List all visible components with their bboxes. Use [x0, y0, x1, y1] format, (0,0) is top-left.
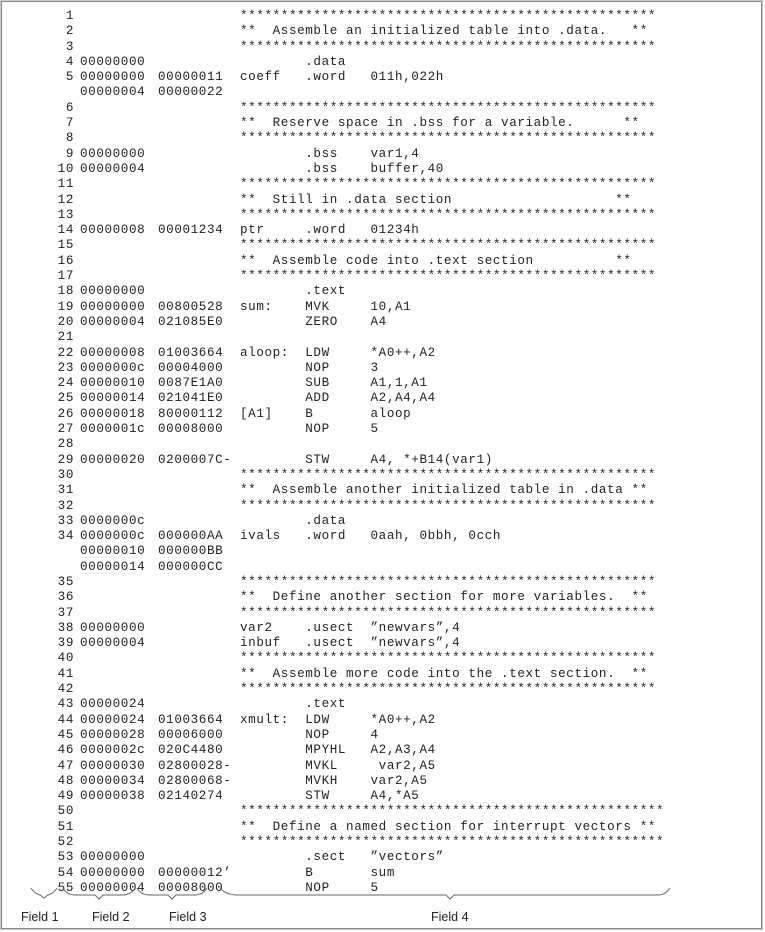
object-code-field: 020C4480	[158, 743, 224, 758]
line-number: 2	[65, 24, 74, 39]
sps-field: 00000000	[80, 70, 146, 85]
source-statement: MPYHL A2,A3,A4	[240, 743, 436, 758]
sps-field: 00000008	[80, 345, 146, 360]
line-number: 54	[57, 865, 74, 880]
source-statement: ****************************************************	[240, 804, 665, 819]
object-code-field: 00008000	[158, 422, 224, 437]
line-number: 20	[57, 314, 74, 329]
line-number: 38	[57, 620, 74, 635]
line-number: 47	[57, 758, 74, 773]
sps-field: 00000018	[80, 406, 146, 421]
line-number: 30	[57, 467, 74, 482]
line-number: 12	[57, 192, 74, 207]
source-statement: .data	[240, 54, 347, 69]
sps-field: 00000024	[80, 712, 146, 727]
source-statement: ** Define a named section for interrupt vectors **	[240, 819, 657, 834]
source-statement: ***************************************************	[240, 9, 657, 23]
source-statement: ***************************************************	[240, 651, 657, 666]
line-number: 4	[65, 54, 74, 69]
source-statement: NOP 4	[240, 727, 379, 742]
line-number: 43	[57, 697, 74, 712]
line-number: 45	[57, 727, 74, 742]
line-number: 44	[57, 712, 74, 727]
source-statement: ** Assemble more code into the .text section. **	[240, 666, 648, 681]
source-statement: ZERO A4	[240, 314, 387, 329]
source-statement: ***************************************************	[240, 207, 657, 222]
source-statement: ivals .word 0aah, 0bbh, 0cch	[240, 529, 502, 544]
sps-field: 00000014	[80, 391, 146, 406]
source-statement: ** Still in .data section **	[240, 192, 632, 207]
source-statement: .data	[240, 513, 347, 528]
sps-field: 00000020	[80, 452, 146, 467]
source-statement: .text	[240, 284, 347, 299]
line-number: 19	[57, 299, 74, 314]
line-number: 27	[57, 422, 74, 437]
source-statement: ***************************************************	[240, 682, 657, 697]
source-statement: NOP 5	[240, 880, 379, 895]
line-number: 8	[65, 131, 74, 146]
sps-field: 00000004	[80, 880, 146, 895]
line-number: 41	[57, 666, 74, 681]
object-code-field: 01003664	[158, 712, 224, 727]
source-statement: coeff .word 011h,022h	[240, 70, 444, 85]
field-braces	[0, 886, 765, 906]
source-statement: .bss var1,4	[240, 146, 420, 161]
sps-field: 0000001c	[80, 422, 146, 437]
line-number: 28	[57, 437, 74, 452]
line-number: 51	[57, 819, 74, 834]
line-number: 17	[57, 269, 74, 284]
sps-field: 00000008	[80, 223, 146, 238]
line-number: 55	[57, 880, 74, 895]
line-number: 21	[57, 330, 74, 345]
line-number: 18	[57, 284, 74, 299]
line-number: 31	[57, 483, 74, 498]
line-number: 32	[57, 498, 74, 513]
sps-field: 0000002c	[80, 743, 146, 758]
sps-field: 00000000	[80, 284, 146, 299]
sps-field: 00000000	[80, 850, 146, 865]
source-statement: ** Reserve space in .bss for a variable. **	[240, 116, 640, 131]
object-code-field: 00000012’	[158, 865, 232, 880]
sps-field: 00000010	[80, 376, 146, 391]
object-code-field: 00000022	[158, 85, 224, 100]
sps-field: 00000034	[80, 773, 146, 788]
sps-field: 00000000	[80, 865, 146, 880]
source-statement: ****************************************************	[240, 835, 665, 850]
line-number: 15	[57, 238, 74, 253]
source-statement: .sect ”vectors”	[240, 850, 444, 865]
source-statement: ** Assemble another initialized table in .data **	[240, 483, 648, 498]
object-code-field: 02800068-	[158, 773, 232, 788]
field3-brace-icon	[137, 888, 207, 899]
sps-field: 0000000c	[80, 513, 146, 528]
line-number: 49	[57, 789, 74, 804]
sps-field: 00000004	[80, 314, 146, 329]
line-number: 34	[57, 529, 74, 544]
source-statement: SUB A1,1,A1	[240, 376, 428, 391]
source-statement: NOP 3	[240, 360, 379, 375]
source-statement: STW A4, *+B14(var1)	[240, 452, 493, 467]
field1-label: Field 1	[21, 910, 59, 924]
line-number: 7	[65, 116, 74, 131]
sps-field: 00000028	[80, 727, 146, 742]
field2-brace-icon	[63, 888, 135, 899]
line-number: 1	[65, 9, 74, 23]
source-statement: ***************************************************	[240, 467, 657, 482]
line-number: 50	[57, 804, 74, 819]
source-statement: inbuf .usect ”newvars”,4	[240, 636, 461, 651]
field3-label: Field 3	[169, 910, 207, 924]
line-number: 25	[57, 391, 74, 406]
object-code-field: 000000AA	[158, 529, 224, 544]
source-statement: ** Assemble an initialized table into .data. **	[240, 24, 648, 39]
source-statement: MVKH var2,A5	[240, 773, 428, 788]
line-number: 11	[57, 177, 74, 192]
source-statement: xmult: LDW *A0++,A2	[240, 712, 436, 727]
line-number: 23	[57, 360, 74, 375]
line-number: 26	[57, 406, 74, 421]
object-code-field: 000000BB	[158, 544, 224, 559]
sps-field: 00000038	[80, 789, 146, 804]
line-number: 39	[57, 636, 74, 651]
object-code-field: 00800528	[158, 299, 224, 314]
object-code-field: 021041E0	[158, 391, 224, 406]
line-number: 53	[57, 850, 74, 865]
line-number: 46	[57, 743, 74, 758]
line-number: 5	[65, 70, 74, 85]
source-statement: MVKL var2,A5	[240, 758, 436, 773]
field1-brace-icon	[31, 888, 57, 898]
sps-field: 00000014	[80, 559, 146, 574]
object-code-field: 0200007C-	[158, 452, 232, 467]
sps-field: 00000004	[80, 85, 146, 100]
source-statement: ***************************************************	[240, 269, 657, 284]
line-number: 10	[57, 161, 74, 176]
sps-field: 00000030	[80, 758, 146, 773]
source-statement: ***************************************************	[240, 605, 657, 620]
sps-field: 00000004	[80, 161, 146, 176]
source-statement: ***************************************************	[240, 131, 657, 146]
object-code-field: 01003664	[158, 345, 224, 360]
field2-label: Field 2	[92, 910, 130, 924]
line-number: 16	[57, 253, 74, 268]
line-number: 24	[57, 376, 74, 391]
sps-field: 00000000	[80, 299, 146, 314]
object-code-field: 00006000	[158, 727, 224, 742]
source-statement: .text	[240, 697, 347, 712]
source-statement: ***************************************************	[240, 39, 657, 54]
line-number: 14	[57, 223, 74, 238]
source-statement: ADD A2,A4,A4	[240, 391, 436, 406]
sps-field: 0000000c	[80, 529, 146, 544]
object-code-field: 00008000	[158, 880, 224, 895]
field4-label: Field 4	[431, 910, 469, 924]
object-code-field: 000000CC	[158, 559, 224, 574]
source-statement: ***************************************************	[240, 574, 657, 589]
source-statement: .bss buffer,40	[240, 161, 444, 176]
source-statement: NOP 5	[240, 422, 379, 437]
line-number: 29	[57, 452, 74, 467]
object-code-field: 0087E1A0	[158, 376, 224, 391]
object-code-field: 00001234	[158, 223, 224, 238]
line-number: 48	[57, 773, 74, 788]
object-code-field: 00004000	[158, 360, 224, 375]
source-statement: sum: MVK 10,A1	[240, 299, 412, 314]
sps-field: 00000000	[80, 620, 146, 635]
field4-brace-icon	[220, 888, 670, 899]
line-number: 3	[65, 39, 74, 54]
object-code-field: 02140274	[158, 789, 224, 804]
sps-field: 00000010	[80, 544, 146, 559]
source-statement: var2 .usect ”newvars”,4	[240, 620, 461, 635]
source-statement: B sum	[240, 865, 395, 880]
line-number: 37	[57, 605, 74, 620]
object-code-field: 80000112	[158, 406, 224, 421]
line-number: 6	[65, 100, 74, 115]
line-number: 22	[57, 345, 74, 360]
source-statement: ptr .word 01234h	[240, 223, 420, 238]
source-statement: ***************************************************	[240, 177, 657, 192]
sps-field: 0000000c	[80, 360, 146, 375]
line-number: 52	[57, 835, 74, 850]
sps-field: 00000024	[80, 697, 146, 712]
source-statement: ** Assemble code into .text section **	[240, 253, 632, 268]
object-code-field: 02800028-	[158, 758, 232, 773]
line-number: 42	[57, 682, 74, 697]
line-number: 35	[57, 574, 74, 589]
source-statement: aloop: LDW *A0++,A2	[240, 345, 436, 360]
source-statement: ***************************************************	[240, 498, 657, 513]
source-statement: ***************************************************	[240, 100, 657, 115]
sps-field: 00000000	[80, 146, 146, 161]
object-code-field: 021085E0	[158, 314, 224, 329]
line-number: 13	[57, 207, 74, 222]
object-code-field: 00000011	[158, 70, 224, 85]
line-number: 40	[57, 651, 74, 666]
line-number: 33	[57, 513, 74, 528]
line-number: 36	[57, 590, 74, 605]
source-statement: ** Define another section for more variables. **	[240, 590, 648, 605]
source-statement: [A1] B aloop	[240, 406, 412, 421]
source-statement: STW A4,*A5	[240, 789, 420, 804]
sps-field: 00000000	[80, 54, 146, 69]
line-number: 9	[65, 146, 74, 161]
source-statement: ***************************************************	[240, 238, 657, 253]
sps-field: 00000004	[80, 636, 146, 651]
